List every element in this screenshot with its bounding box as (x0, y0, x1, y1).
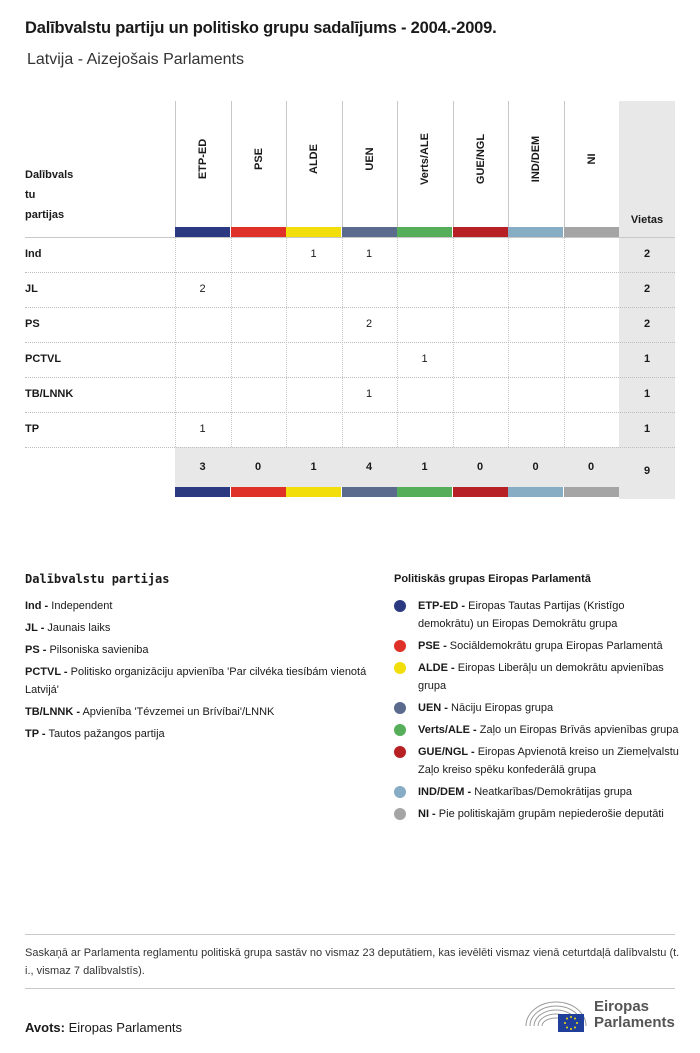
group-code: Verts/ALE - (418, 724, 477, 736)
seat-count-cell (286, 412, 341, 447)
party-name: Tautos pažangos partija (48, 728, 165, 740)
party-legend-item (25, 597, 370, 615)
party-seat-total: 2 (643, 283, 651, 295)
seat-count-cell (231, 237, 286, 272)
seat-count-cell (564, 237, 619, 272)
group-name: Nāciju Eiropas grupa (451, 702, 554, 714)
group-color-bar (564, 487, 619, 497)
group-color-bar (231, 487, 286, 497)
european-parliament-logo (522, 996, 682, 1036)
group-total: 0 (587, 461, 595, 473)
group-code: UEN - (418, 702, 448, 714)
party-code: TP - (25, 728, 46, 740)
seat-count-cell (453, 272, 508, 307)
party-seat-total: 1 (643, 353, 651, 365)
group-code: PSE - (418, 640, 447, 652)
group-column-header (175, 101, 230, 227)
seat-count-cell (397, 307, 452, 342)
group-color-dot (394, 724, 406, 736)
group-legend (394, 597, 679, 827)
seat-count-cell (453, 377, 508, 412)
party-header-line: partijas (25, 209, 65, 221)
group-color-bar (286, 487, 341, 497)
group-name: Pie politiskajām grupām nepiederošie deputāti (438, 808, 664, 820)
party-seat-total: 1 (643, 423, 651, 435)
group-color-bar (231, 227, 286, 237)
seat-count-cell (397, 272, 452, 307)
source-label: Avots: (25, 1020, 65, 1035)
party-code: TB/LNNK - (25, 706, 80, 718)
group-legend-item (394, 699, 679, 717)
party-header-line: tu (25, 189, 36, 201)
seat-count-cell: 1 (365, 388, 373, 400)
seat-count-cell (286, 272, 341, 307)
group-legend-item (394, 597, 679, 633)
group-name: Eiropas Liberāļu un demokrātu apvienības grupa (418, 662, 664, 692)
seat-count-cell (508, 237, 563, 272)
group-total: 0 (532, 461, 539, 473)
group-color-dot (394, 600, 406, 612)
group-color-dot (394, 746, 406, 758)
group-color-dot (394, 702, 406, 714)
group-column-header (564, 101, 619, 227)
seat-count-cell (175, 377, 230, 412)
seat-count-cell: 2 (365, 318, 373, 330)
seat-count-cell (342, 272, 397, 307)
seats-column-header: Vietas (630, 214, 664, 226)
group-color-bar (453, 227, 508, 237)
party-legend-item (25, 663, 370, 699)
seat-count-cell (342, 412, 397, 447)
group-total: 0 (254, 461, 262, 473)
group-code: NI - (418, 808, 436, 820)
seat-count-cell: 1 (310, 248, 317, 260)
seat-count-cell (286, 307, 341, 342)
group-legend-item (394, 805, 679, 823)
seat-count-cell (231, 377, 286, 412)
group-legend-item (394, 721, 679, 739)
seat-count-cell (453, 342, 508, 377)
seat-count-cell: 1 (421, 353, 428, 365)
seat-count-cell (397, 377, 452, 412)
party-header-line: Dalībvals (25, 169, 74, 181)
group-column-header (397, 101, 452, 227)
group-code-label: ETP-ED (197, 138, 209, 180)
seat-count-cell (231, 307, 286, 342)
group-color-bar (175, 487, 230, 497)
group-column-header (453, 101, 508, 227)
seat-count-cell (453, 307, 508, 342)
group-legend-item (394, 783, 679, 801)
seat-count-cell (453, 237, 508, 272)
seat-count-cell (564, 272, 619, 307)
seat-count-cell: 2 (199, 283, 206, 295)
party-code: Ind - (25, 600, 49, 612)
party-name: Pilsoniska savieniba (49, 644, 149, 656)
seat-count-cell (397, 237, 452, 272)
seat-count-cell (508, 342, 563, 377)
group-color-dot (394, 640, 406, 652)
group-name: Sociāldemokrātu grupa Eiropas Parlamentā (449, 640, 663, 652)
party-name: Politisko organizāciju apvienība 'Par cilvéka tiesíbám vienotá Latvijá' (25, 666, 367, 696)
group-code-label: Verts/ALE (419, 133, 431, 185)
group-code: ETP-ED - (418, 600, 466, 612)
page-subtitle: Latvija - Aizejošais Parlaments (27, 51, 244, 68)
seat-count-cell (564, 377, 619, 412)
logo-line-2: Parlaments (594, 1014, 675, 1031)
seat-count-cell (564, 412, 619, 447)
party-code: PCTVL - (25, 666, 68, 678)
group-name: Eiropas Apvienotā kreiso un Ziemeļvalstu Zaļo kreiso spēku konfederālā grupa (418, 746, 679, 776)
group-code-label: ALDE (308, 144, 320, 174)
seat-count-cell: 1 (365, 248, 373, 260)
seat-count-cell (175, 307, 230, 342)
group-color-dot (394, 662, 406, 674)
page-title: Dalībvalstu partiju un politisko grupu sadalījums - 2004.-2009. (25, 19, 497, 37)
party-name: Apvienība 'Tévzemei un Brívíbai'/LNNK (82, 706, 275, 718)
group-code-label: UEN (363, 147, 376, 171)
group-total: 1 (310, 461, 317, 473)
seat-count-cell (175, 237, 230, 272)
group-color-dot (394, 786, 406, 798)
seat-count-cell (564, 307, 619, 342)
party-name: Independent (51, 600, 113, 612)
seat-count-cell (564, 342, 619, 377)
source-value: Eiropas Parlaments (68, 1020, 183, 1035)
party-row-label: Ind (25, 248, 42, 260)
group-code-label: GUE/NGL (474, 133, 487, 185)
party-legend-title: Dalībvalstu partijas (25, 572, 170, 586)
seat-count-cell (175, 342, 230, 377)
seats-table (25, 101, 675, 499)
group-name: Neatkarības/Demokrātijas grupa (474, 786, 632, 798)
seat-count-cell: 1 (199, 423, 206, 435)
group-code-label: NI (585, 153, 598, 165)
group-column-header (508, 101, 563, 227)
party-legend-item (25, 641, 370, 659)
source-line (25, 1020, 182, 1035)
group-column-header (342, 101, 397, 227)
seat-count-cell (508, 307, 563, 342)
group-legend-title: Politiskās grupas Eiropas Parlamentā (394, 573, 591, 585)
party-seat-total: 1 (643, 388, 651, 400)
seat-count-cell (508, 377, 563, 412)
seat-count-cell (508, 272, 563, 307)
group-name: Zaļo un Eiropas Brīvās apvienības grupa (479, 724, 679, 736)
group-code: IND/DEM - (418, 786, 472, 798)
party-row-label: JL (25, 283, 38, 295)
seat-count-cell (286, 342, 341, 377)
party-legend-item (25, 725, 370, 743)
footnote: Saskaņā ar Parlamenta reglamentu politiskā grupa sastāv no vismaz 23 deputātiem, kas ievēlēti vismaz vienā ceturtdaļā dalībvalstu (t. i., vismaz 7 dalībvalstīs). (25, 947, 680, 977)
party-code: JL - (25, 622, 45, 634)
group-total: 0 (476, 461, 484, 473)
seat-count-cell (231, 342, 286, 377)
group-code-label: PSE (252, 147, 265, 171)
party-seat-total: 2 (643, 318, 651, 330)
group-color-bar (286, 227, 341, 237)
seat-count-cell (453, 412, 508, 447)
group-name: Eiropas Tautas Partijas (Kristīgo demokrātu) un Eiropas Demokrātu grupa (418, 600, 625, 630)
group-total: 4 (365, 461, 373, 473)
group-color-bar (397, 227, 452, 237)
seat-count-cell (342, 342, 397, 377)
group-code: GUE/NGL - (418, 746, 475, 758)
divider (25, 934, 675, 935)
seat-count-cell (397, 412, 452, 447)
logo-line-1: Eiropas (594, 998, 650, 1015)
party-legend-item (25, 703, 370, 721)
group-color-bar (342, 227, 397, 237)
group-legend-item (394, 659, 679, 695)
party-legend-item (25, 619, 370, 637)
group-total: 1 (421, 461, 428, 473)
seat-count-cell (508, 412, 563, 447)
grand-total: 9 (643, 465, 651, 477)
party-row-label: PS (25, 318, 40, 330)
group-color-bar (508, 227, 563, 237)
seat-count-cell (231, 412, 286, 447)
group-color-bar (564, 227, 619, 237)
group-column-header (231, 101, 286, 227)
seat-count-cell (231, 272, 286, 307)
group-total: 3 (199, 461, 206, 473)
group-color-bar (508, 487, 563, 497)
group-code-label: IND/DEM (530, 135, 542, 183)
party-row-label: TP (25, 423, 40, 435)
party-seat-total: 2 (643, 248, 651, 260)
group-code: ALDE - (418, 662, 455, 674)
seat-count-cell (286, 377, 341, 412)
group-color-bar (175, 227, 230, 237)
party-legend (25, 597, 370, 747)
party-column-header (25, 165, 85, 225)
group-color-bar (397, 487, 452, 497)
group-legend-item (394, 637, 679, 655)
group-color-dot (394, 808, 406, 820)
group-color-bar (453, 487, 508, 497)
group-color-bar (342, 487, 397, 497)
party-row-label: PCTVL (25, 353, 62, 365)
row-divider (25, 447, 675, 448)
group-legend-item (394, 743, 679, 779)
party-code: PS - (25, 644, 47, 656)
divider (25, 988, 675, 989)
party-name: Jaunais laiks (47, 622, 111, 634)
group-column-header (286, 101, 341, 227)
european-parliament-hemicycle-icon (522, 996, 590, 1034)
party-row-label: TB/LNNK (25, 388, 74, 400)
